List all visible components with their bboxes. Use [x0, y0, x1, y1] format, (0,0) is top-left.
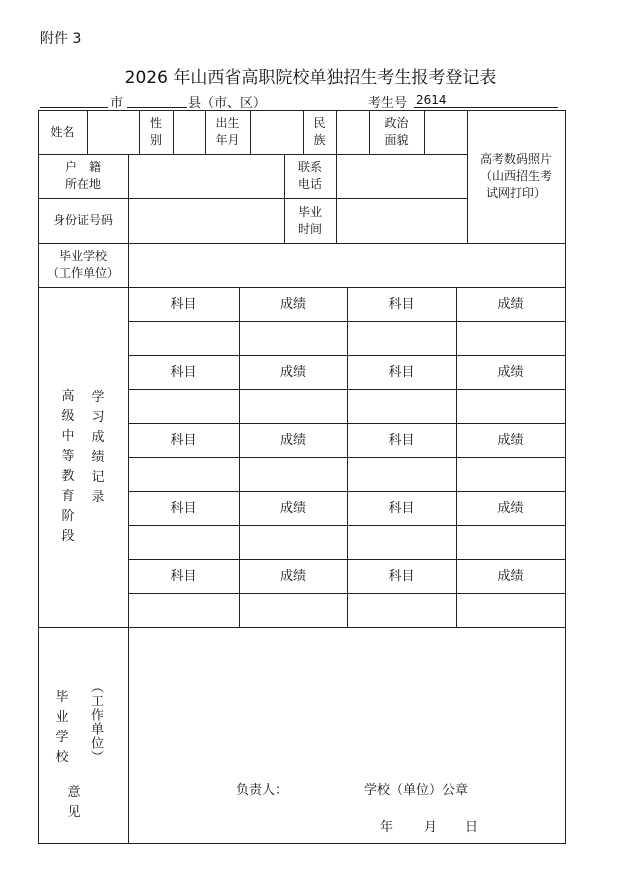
grad-time-label: [284, 198, 336, 243]
ethnic-label: [303, 110, 336, 154]
name-label: 姓名: [50, 124, 75, 139]
gender-label-line1: 性: [149, 116, 162, 130]
hukou-label: [38, 154, 128, 198]
politics-input-cell[interactable]: [425, 111, 467, 154]
form-title: 2026 年山西省高职院校单独招生考生报考登记表: [124, 68, 497, 88]
score-header: 成绩: [497, 568, 524, 584]
seal-label: 学校（单位）公章: [364, 783, 469, 798]
city-blank-line: [40, 107, 108, 108]
photo-cell: [467, 110, 565, 243]
score-input-cell[interactable]: [457, 390, 565, 423]
county-suffix: 县（市、区）: [188, 96, 267, 111]
score-input-cell[interactable]: [240, 594, 347, 627]
exam-number-label: 考生号: [368, 96, 408, 111]
score-header: 成绩: [279, 432, 306, 448]
school-label: [38, 243, 128, 287]
subject-header: 科目: [388, 432, 415, 448]
photo-label-line3: 试网打印）: [485, 186, 546, 200]
score-input-cell[interactable]: [240, 322, 347, 355]
opinion-input-area[interactable]: [129, 628, 565, 768]
opinion-label-col1: [52, 688, 72, 768]
subject-header: 科目: [170, 568, 197, 584]
gender-label: [139, 110, 173, 154]
politics-label: [369, 110, 424, 154]
ethnic-label-line2: 族: [313, 133, 326, 147]
politics-label-line1: 政治: [384, 116, 409, 130]
table-border-right: [565, 110, 566, 843]
attachment-label: 附件 3: [40, 31, 82, 47]
score-input-cell[interactable]: [457, 322, 565, 355]
photo-label-line2: （山西招生考: [479, 169, 552, 183]
subject-header: 科目: [388, 568, 415, 584]
score-input-cell[interactable]: [457, 458, 565, 491]
gender-input-cell[interactable]: [174, 111, 205, 154]
contact-label: [284, 154, 336, 198]
birth-label-line1: 出生: [215, 116, 240, 130]
contact-input-cell[interactable]: [337, 155, 467, 198]
score-input-cell[interactable]: [240, 390, 347, 423]
records-label-col1-text: 高 级 中 等 教 育 阶 段: [61, 389, 75, 544]
score-header: 成绩: [497, 500, 524, 516]
score-input-cell[interactable]: [457, 526, 565, 559]
name-input-cell[interactable]: [88, 111, 139, 154]
score-header: 成绩: [279, 500, 306, 516]
photo-label-line1: 高考数码照片: [479, 152, 552, 166]
contact-label-line2: 电话: [297, 177, 322, 191]
score-input-cell[interactable]: [240, 526, 347, 559]
table-border-bottom: [38, 843, 566, 844]
politics-label-line2: 面貌: [384, 133, 409, 147]
school-input-cell[interactable]: [129, 244, 565, 287]
subject-input-cell[interactable]: [129, 526, 239, 559]
opinion-label-text-chars: 意 见: [67, 785, 81, 820]
opinion-label-col2: （工作单位）: [88, 680, 103, 764]
subject-input-cell[interactable]: [348, 390, 456, 423]
score-header: 成绩: [497, 432, 524, 448]
subject-header: 科目: [388, 500, 415, 516]
subject-header: 科目: [388, 364, 415, 380]
hukou-label-line2: 所在地: [64, 177, 101, 191]
date-day-label: 日: [465, 820, 479, 835]
score-input-cell[interactable]: [240, 458, 347, 491]
date-month-label: 月: [424, 820, 438, 835]
subject-header: 科目: [170, 364, 197, 380]
school-label-line1: 毕业学校: [58, 249, 107, 263]
subject-input-cell[interactable]: [348, 594, 456, 627]
grad-time-input-cell[interactable]: [337, 199, 467, 243]
subject-input-cell[interactable]: [348, 526, 456, 559]
grad-time-label-line1: 毕业: [297, 204, 322, 219]
opinion-label-text: [64, 783, 84, 823]
city-suffix: 市: [110, 96, 124, 111]
contact-label-line1: 联系: [297, 160, 322, 174]
subject-input-cell[interactable]: [348, 322, 456, 355]
exam-number-value: 2614: [416, 93, 447, 107]
subject-header: 科目: [170, 296, 197, 312]
score-header: 成绩: [497, 296, 524, 312]
opinion-label-col1-text: 毕 业 学 校: [55, 690, 69, 765]
subject-input-cell[interactable]: [348, 458, 456, 491]
subject-header: 科目: [170, 500, 197, 516]
score-header: 成绩: [279, 364, 306, 380]
score-input-cell[interactable]: [457, 594, 565, 627]
county-blank-line: [127, 107, 187, 108]
subject-input-cell[interactable]: [129, 390, 239, 423]
school-label-line2: （工作单位）: [46, 266, 119, 280]
ethnic-label-line1: 民: [313, 116, 326, 130]
gender-label-line2: 别: [149, 133, 162, 147]
birth-label: [205, 110, 250, 154]
date-year-label: 年: [380, 820, 394, 835]
birth-input-cell[interactable]: [251, 111, 303, 154]
records-label-col1: [58, 387, 78, 547]
subject-input-cell[interactable]: [129, 322, 239, 355]
subject-input-cell[interactable]: [129, 458, 239, 491]
id-number-label: 身份证号码: [52, 213, 113, 227]
subject-input-cell[interactable]: [129, 594, 239, 627]
hukou-label-line1: 户 籍: [64, 160, 101, 174]
id-number-input-cell[interactable]: [129, 199, 284, 243]
responsible-label: 负责人：: [236, 783, 289, 798]
score-header: 成绩: [279, 568, 306, 584]
score-header: 成绩: [497, 364, 524, 380]
score-header: 成绩: [279, 296, 306, 312]
exam-number-line: [414, 107, 558, 108]
subject-header: 科目: [388, 296, 415, 312]
records-label-col2: [88, 388, 108, 508]
ethnic-input-cell[interactable]: [337, 111, 369, 154]
hukou-input-cell[interactable]: [129, 155, 284, 198]
grad-time-label-line2: 时间: [297, 221, 322, 236]
records-label-col2-text: 学 习 成 绩 记 录: [91, 390, 105, 505]
subject-header: 科目: [170, 432, 197, 448]
birth-label-line2: 年月: [215, 133, 240, 147]
